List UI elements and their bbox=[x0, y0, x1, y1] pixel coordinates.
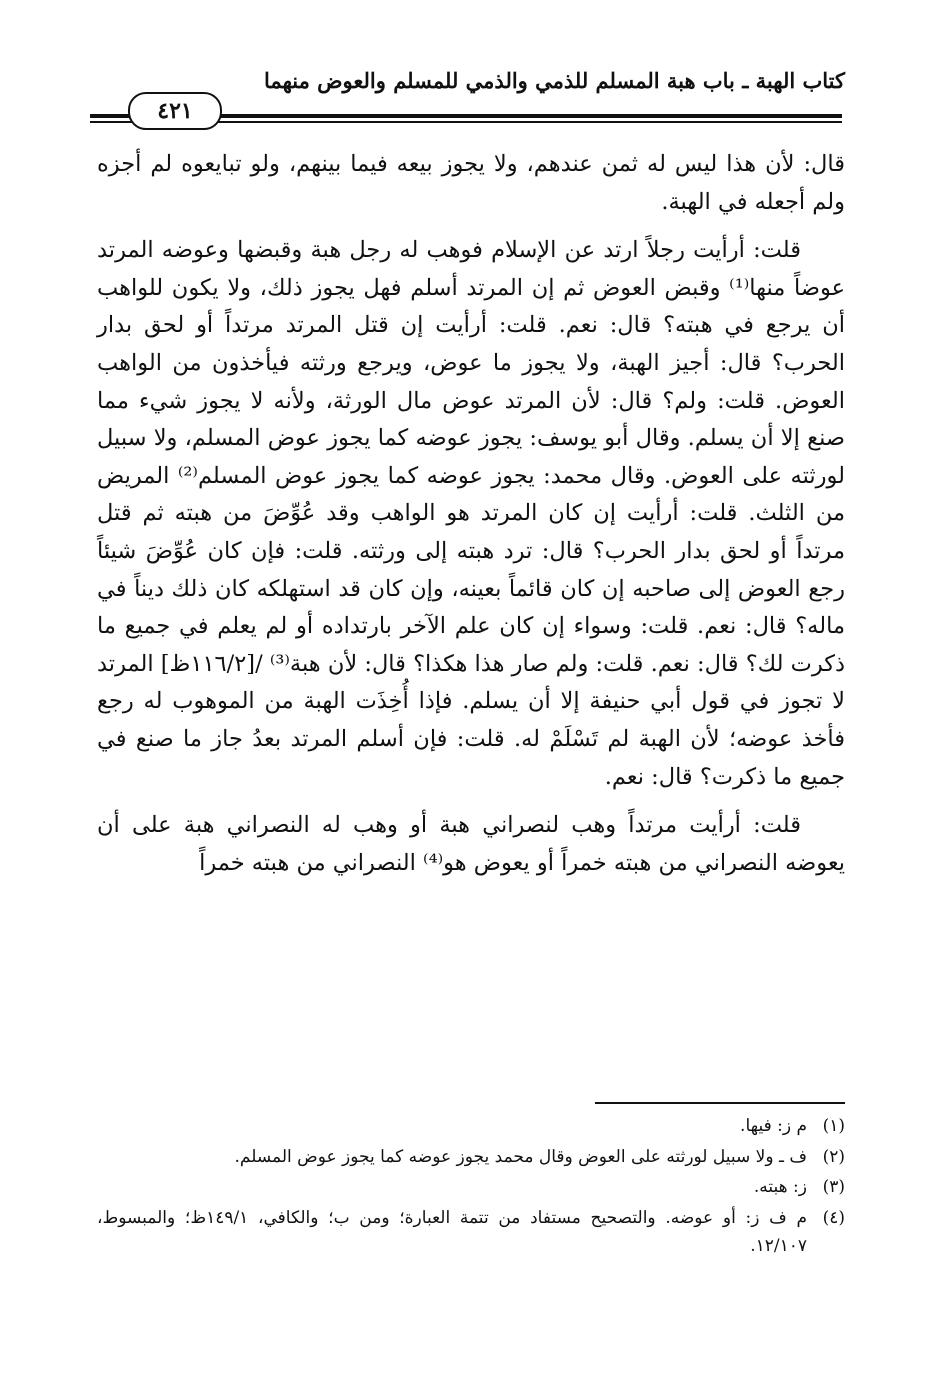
main-text bbox=[97, 146, 845, 882]
footnote-2 bbox=[97, 1143, 845, 1172]
footnote-text: ز: هبته. bbox=[753, 1177, 807, 1197]
footnote-3 bbox=[97, 1173, 845, 1202]
page-number: ٤٢١ bbox=[157, 98, 193, 124]
footnote-number: (٢) bbox=[822, 1146, 845, 1167]
paragraph-1: قال: لأن هذا ليس له ثمن عندهم، ولا يجوز بيعه فيما بينهم، ولو تبايعوه لم أجزه ولم أجعله في الهبة. bbox=[97, 151, 845, 215]
footnote-1 bbox=[97, 1112, 845, 1141]
page-number-badge bbox=[128, 92, 222, 130]
footnote-separator bbox=[595, 1102, 845, 1104]
paragraph-2: قلت: أرأيت رجلاً ارتد عن الإسلام فوهب له رجل هبة وقبضها وعوضه المرتد عوضاً منها⁽¹⁾ وقبض العوض ثم إن المرتد أسلم فهل يجوز ذلك، ولا يكون للواهب أن يرجع في هبته؟ قال: نعم. قلت: أرأيت إن قتل المرتد مرتداً أو لحق بدار الحرب؟ قال: أجيز الهبة، ولا يجوز ما عوض، ويرجع ورثته فيأخذون من الواهب العوض. قلت: ولم؟ قال: لأن المرتد عوض مال الورثة، ولأنه لا يجوز شيء مما صنع إلا أن يسلم. وقال أبو يوسف: يجوز عوضه كما يجوز عوض المسلم، ولا سبيل لورثته على العوض. وقال محمد: يجوز عوضه كما يجوز عوض المسلم⁽²⁾ المريض من الثلث. قلت: أرأيت إن كان المرتد هو الواهب وقد عُوِّضَ من هبته ثم قتل مرتداً أو لحق بدار الحرب؟ قال: ترد هبته إلى ورثته. قلت: فإن كان عُوِّضَ شيئاً رجع العوض إلى صاحبه إن كان قائماً بعينه، وإن كان قد استهلكه كان ذلك ديناً في ماله؟ قال: نعم. قلت: وسواء إن كان علم الآخر بارتداده أو لم يعلم في جميع ما ذكرت لك؟ قال: نعم. قلت: ولم صار هذا هكذا؟ قال: لأن هبة⁽³⁾ /[١١٦/٢ظ] المرتد لا تجوز في قول أبي حنيفة إلا أن يسلم. فإذا أُخِذَت الهبة من الموهوب له رجع فأخذ عوضه؛ لأن الهبة لم تَسْلَمْ له. قلت: فإن أسلم المرتد بعدُ جاز ما صنع في جميع ما ذكرت؟ قال: نعم. bbox=[97, 237, 845, 790]
footnote-number: (٣) bbox=[822, 1177, 845, 1197]
footnote-text: م ز: فيها. bbox=[740, 1116, 807, 1136]
footnote-4 bbox=[97, 1204, 845, 1261]
paragraph-3: قلت: أرأيت مرتداً وهب لنصراني هبة أو وهب له النصراني هبة على أن يعوضه النصراني من هبته خمراً أو يعوض هو⁽⁴⁾ النصراني من هبته خمراً bbox=[97, 812, 845, 876]
running-title: كتاب الهبة ـ باب هبة المسلم للذمي والذمي للمسلم والعوض منهما bbox=[264, 68, 845, 93]
footnote-number: (٤) bbox=[822, 1207, 845, 1228]
footnote-text: م ف ز: أو عوضه. والتصحيح مستفاد من تتمة العبارة؛ ومن ب؛ والكافي، ١٤٩/١ظ؛ والمبسوط، ١٢/١٠٧. bbox=[97, 1207, 807, 1256]
footnote-number: (١) bbox=[822, 1116, 845, 1136]
footnote-text: ف ـ ولا سبيل لورثته على العوض وقال محمد يجوز عوضه كما يجوز عوض المسلم. bbox=[234, 1146, 807, 1167]
footnotes bbox=[97, 1112, 845, 1261]
